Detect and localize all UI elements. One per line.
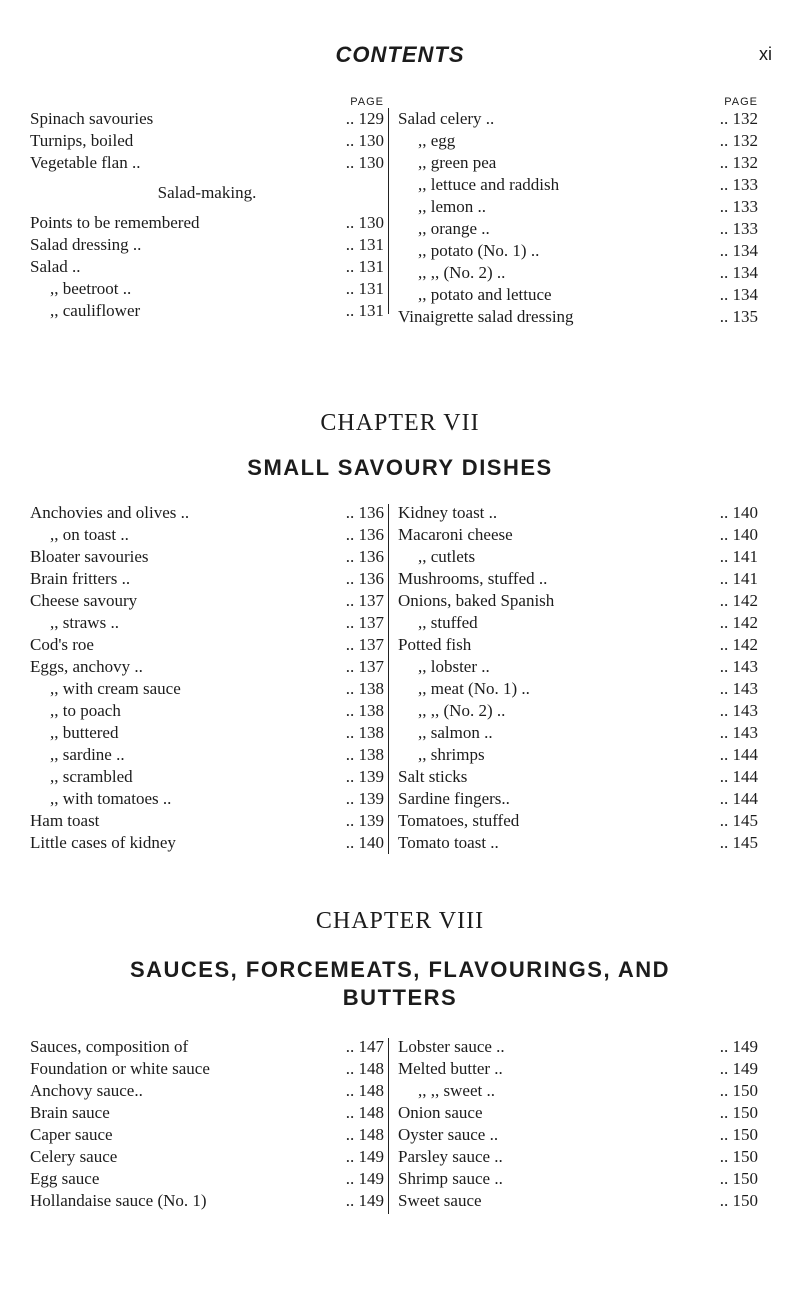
index-entry — [398, 810, 758, 832]
entry-page: .. 141 — [719, 569, 758, 588]
entry-title: ,, ,, sweet .. — [418, 1081, 495, 1100]
entry-title: Salt sticks — [398, 767, 468, 786]
index-entry — [398, 1124, 758, 1146]
entry-page: .. 150 — [719, 1191, 758, 1210]
entry-page: .. 141 — [719, 547, 758, 566]
entry-page: .. 140 — [345, 833, 384, 852]
index-entry — [30, 678, 384, 700]
entry-title: Shrimp sauce .. — [398, 1169, 503, 1188]
entry-title: Vegetable flan .. — [30, 153, 141, 172]
entry-title: ,, lobster .. — [418, 657, 490, 676]
entry-title: Bloater savouries — [30, 547, 149, 566]
index-entry — [398, 634, 758, 656]
entry-title: Brain sauce — [30, 1103, 110, 1122]
index-column-right — [398, 502, 758, 854]
index-entry — [398, 590, 758, 612]
index-entry — [398, 1146, 758, 1168]
index-entry — [30, 788, 384, 810]
entry-title: Tomato toast .. — [398, 833, 499, 852]
entry-page: .. 135 — [719, 307, 758, 326]
page-number: xi — [759, 44, 772, 64]
index-entry — [398, 502, 758, 524]
entry-page: .. 147 — [345, 1037, 384, 1056]
chapter-title-line: SMALL SAVOURY DISHES — [247, 455, 553, 480]
index-entry — [30, 1168, 384, 1190]
index-entry — [398, 700, 758, 722]
entry-page: .. 138 — [345, 701, 384, 720]
entry-title: Macaroni cheese — [398, 525, 513, 544]
entry-title: Salad .. — [30, 257, 81, 276]
entry-page: .. 145 — [719, 811, 758, 830]
index-entry — [30, 1036, 384, 1058]
index-entry — [398, 218, 758, 240]
index-entry — [398, 656, 758, 678]
index-entry — [398, 744, 758, 766]
entry-title: Anchovies and olives .. — [30, 503, 190, 522]
index-column-left — [30, 502, 384, 854]
entry-page: .. 134 — [719, 241, 758, 260]
index-entry — [30, 1102, 384, 1124]
index-entry — [398, 788, 758, 810]
entry-title: Caper sauce — [30, 1125, 113, 1144]
entry-page: .. 148 — [345, 1081, 384, 1100]
entry-title: ,, cutlets — [418, 547, 476, 566]
chapter-title — [0, 956, 800, 1012]
entry-page: .. 131 — [345, 235, 384, 254]
entry-title: ,, shrimps — [418, 745, 485, 764]
entry-page: .. 150 — [719, 1103, 758, 1122]
entry-page: .. 144 — [719, 789, 758, 808]
index-entry — [30, 700, 384, 722]
index-entry — [398, 1190, 758, 1212]
entry-title: ,, buttered — [50, 723, 119, 742]
index-entry — [398, 1036, 758, 1058]
index-entry — [398, 1058, 758, 1080]
entry-title: ,, with cream sauce — [50, 679, 181, 698]
index-entry — [398, 832, 758, 854]
entry-title: Egg sauce — [30, 1169, 100, 1188]
index-entry — [398, 240, 758, 262]
entry-title: Cod's roe — [30, 635, 94, 654]
entry-title: Eggs, anchovy .. — [30, 657, 143, 676]
entry-title: ,, lemon .. — [418, 197, 486, 216]
running-header — [0, 42, 800, 72]
entry-page: .. 150 — [719, 1081, 758, 1100]
entry-page: .. 142 — [719, 613, 758, 632]
entry-page: .. 149 — [345, 1191, 384, 1210]
entry-title: Vinaigrette salad dressing — [398, 307, 574, 326]
index-entry — [398, 1102, 758, 1124]
index-entry — [30, 212, 384, 234]
entry-title: Oyster sauce .. — [398, 1125, 499, 1144]
chapter-title-line: BUTTERS — [342, 985, 458, 1010]
index-entry — [30, 130, 384, 152]
entry-title: Sweet sauce — [398, 1191, 482, 1210]
entry-title: Turnips, boiled — [30, 131, 134, 150]
entry-page: .. 145 — [719, 833, 758, 852]
index-entry — [30, 502, 384, 524]
index-entry — [398, 546, 758, 568]
index-entry — [30, 546, 384, 568]
entry-page: .. 149 — [719, 1059, 758, 1078]
index-entry — [398, 108, 758, 130]
entry-page: .. 144 — [719, 745, 758, 764]
entry-title: Potted fish — [398, 635, 472, 654]
entry-page: .. 137 — [345, 613, 384, 632]
entry-title: Cheese savoury — [30, 591, 138, 610]
entry-page: .. 139 — [345, 789, 384, 808]
entry-page: .. 150 — [719, 1125, 758, 1144]
page-column-label: PAGE — [724, 96, 758, 108]
entry-title: Kidney toast .. — [398, 503, 498, 522]
index-entry — [398, 1168, 758, 1190]
entry-title: ,, orange .. — [418, 219, 490, 238]
entry-title: Spinach savouries — [30, 109, 154, 128]
entry-title: ,, on toast .. — [50, 525, 129, 544]
index-entry — [30, 1058, 384, 1080]
entry-title: Brain fritters .. — [30, 569, 131, 588]
entry-title: ,, ,, (No. 2) .. — [418, 701, 506, 720]
entry-page: .. 138 — [345, 723, 384, 742]
chapter-heading: CHAPTER VIII — [315, 908, 485, 934]
index-entry — [30, 1124, 384, 1146]
entry-title: Lobster sauce .. — [398, 1037, 505, 1056]
index-entry — [398, 196, 758, 218]
index-entry — [398, 130, 758, 152]
entry-title: Sardine fingers.. — [398, 789, 510, 808]
entry-title: Hollandaise sauce (No. 1) — [30, 1191, 207, 1210]
index-entry — [398, 262, 758, 284]
entry-page: .. 136 — [345, 569, 384, 588]
entry-page: .. 150 — [719, 1147, 758, 1166]
index-entry — [398, 678, 758, 700]
index-entry — [398, 306, 758, 328]
entry-page: .. 130 — [345, 131, 384, 150]
entry-page: .. 138 — [345, 679, 384, 698]
index-entry — [30, 524, 384, 546]
entry-page: .. 132 — [719, 153, 758, 172]
index-column-right — [398, 90, 758, 328]
entry-page: .. 130 — [345, 213, 384, 232]
entry-page: .. 149 — [719, 1037, 758, 1056]
entry-page: .. 133 — [719, 175, 758, 194]
index-entry — [30, 1080, 384, 1102]
index-entry — [30, 300, 384, 322]
entry-title: Sauces, composition of — [30, 1037, 189, 1056]
entry-page: .. 144 — [719, 767, 758, 786]
subsection-heading — [30, 174, 384, 212]
index-column-right — [398, 1036, 758, 1212]
entry-title: ,, green pea — [418, 153, 497, 172]
entry-page: .. 129 — [345, 109, 384, 128]
entry-page: .. 140 — [719, 503, 758, 522]
entry-page: .. 148 — [345, 1125, 384, 1144]
index-entry — [30, 278, 384, 300]
entry-page: .. 143 — [719, 723, 758, 742]
index-entry — [30, 766, 384, 788]
entry-title: ,, egg — [418, 131, 456, 150]
index-entry — [30, 612, 384, 634]
entry-page: .. 148 — [345, 1059, 384, 1078]
entry-title: ,, with tomatoes .. — [50, 789, 172, 808]
running-title: CONTENTS — [335, 42, 465, 67]
entry-page: .. 150 — [719, 1169, 758, 1188]
index-entry — [398, 766, 758, 788]
entry-title: Ham toast — [30, 811, 100, 830]
entry-title: Melted butter .. — [398, 1059, 503, 1078]
chapter-viii-index — [0, 1036, 800, 1226]
entry-page: .. 137 — [345, 591, 384, 610]
entry-page: .. 149 — [345, 1169, 384, 1188]
index-continuation — [0, 90, 800, 390]
entry-title: Onion sauce — [398, 1103, 483, 1122]
entry-page: .. 136 — [345, 547, 384, 566]
index-column-left — [30, 1036, 384, 1212]
index-entry — [30, 832, 384, 854]
chapter-title — [0, 454, 800, 482]
entry-page: .. 137 — [345, 635, 384, 654]
entry-page: .. 131 — [345, 301, 384, 320]
entry-title: ,, lettuce and raddish — [418, 175, 560, 194]
entry-page: .. 132 — [719, 131, 758, 150]
entry-page: .. 148 — [345, 1103, 384, 1122]
index-entry — [30, 590, 384, 612]
index-entry — [30, 634, 384, 656]
entry-title: ,, potato (No. 1) .. — [418, 241, 540, 260]
chapter-title-line: SAUCES, FORCEMEATS, FLAVOURINGS, AND — [129, 957, 671, 982]
entry-page: .. 142 — [719, 635, 758, 654]
entry-page: .. 131 — [345, 279, 384, 298]
entry-page: .. 143 — [719, 679, 758, 698]
entry-title: ,, cauliflower — [50, 301, 141, 320]
index-entry — [398, 612, 758, 634]
index-entry — [30, 234, 384, 256]
entry-title: ,, potato and lettuce — [418, 285, 552, 304]
entry-page: .. 143 — [719, 657, 758, 676]
index-entry — [30, 108, 384, 130]
entry-title: Anchovy sauce.. — [30, 1081, 143, 1100]
index-entry — [398, 174, 758, 196]
chapter-heading: CHAPTER VII — [320, 410, 480, 436]
entry-page: .. 138 — [345, 745, 384, 764]
entry-page: .. 130 — [345, 153, 384, 172]
index-entry — [30, 256, 384, 278]
entry-title: ,, ,, (No. 2) .. — [418, 263, 506, 282]
entry-title: ,, sardine .. — [50, 745, 125, 764]
index-entry — [398, 524, 758, 546]
index-entry — [30, 722, 384, 744]
index-entry — [398, 152, 758, 174]
entry-page: .. 136 — [345, 525, 384, 544]
column-divider — [388, 108, 389, 314]
entry-title: Mushrooms, stuffed .. — [398, 569, 548, 588]
subsection-heading-text: Salad-making. — [157, 183, 257, 202]
entry-page: .. 131 — [345, 257, 384, 276]
index-entry — [398, 1080, 758, 1102]
index-entry — [30, 810, 384, 832]
entry-title: ,, meat (No. 1) .. — [418, 679, 530, 698]
index-entry — [30, 568, 384, 590]
entry-title: Points to be remembered — [30, 213, 200, 232]
index-entry — [30, 152, 384, 174]
index-entry — [398, 284, 758, 306]
entry-page: .. 143 — [719, 701, 758, 720]
entry-title: ,, salmon .. — [418, 723, 493, 742]
entry-title: Tomatoes, stuffed — [398, 811, 520, 830]
index-entry — [30, 1146, 384, 1168]
column-divider — [388, 504, 389, 854]
entry-title: Parsley sauce .. — [398, 1147, 503, 1166]
entry-page: .. 140 — [719, 525, 758, 544]
entry-title: ,, scrambled — [50, 767, 133, 786]
index-entry — [30, 1190, 384, 1212]
page-column-label: PAGE — [350, 96, 384, 108]
index-column-left — [30, 90, 384, 322]
entry-page: .. 134 — [719, 263, 758, 282]
index-entry — [30, 656, 384, 678]
entry-page: .. 139 — [345, 811, 384, 830]
entry-page: .. 133 — [719, 219, 758, 238]
entry-title: ,, stuffed — [418, 613, 478, 632]
entry-title: ,, to poach — [50, 701, 121, 720]
entry-page: .. 134 — [719, 285, 758, 304]
entry-title: Little cases of kidney — [30, 833, 176, 852]
entry-page: .. 137 — [345, 657, 384, 676]
entry-page: .. 142 — [719, 591, 758, 610]
entry-page: .. 139 — [345, 767, 384, 786]
index-entry — [398, 722, 758, 744]
entry-page: .. 132 — [719, 109, 758, 128]
entry-page: .. 149 — [345, 1147, 384, 1166]
entry-title: Celery sauce — [30, 1147, 118, 1166]
entry-title: ,, straws .. — [50, 613, 119, 632]
index-entry — [398, 568, 758, 590]
entry-page: .. 136 — [345, 503, 384, 522]
entry-title: Salad celery .. — [398, 109, 495, 128]
chapter-vii-index — [0, 502, 800, 872]
entry-title: Onions, baked Spanish — [398, 591, 555, 610]
entry-page: .. 133 — [719, 197, 758, 216]
entry-title: ,, beetroot .. — [50, 279, 132, 298]
column-divider — [388, 1038, 389, 1214]
entry-title: Salad dressing .. — [30, 235, 142, 254]
index-entry — [30, 744, 384, 766]
entry-title: Foundation or white sauce — [30, 1059, 210, 1078]
